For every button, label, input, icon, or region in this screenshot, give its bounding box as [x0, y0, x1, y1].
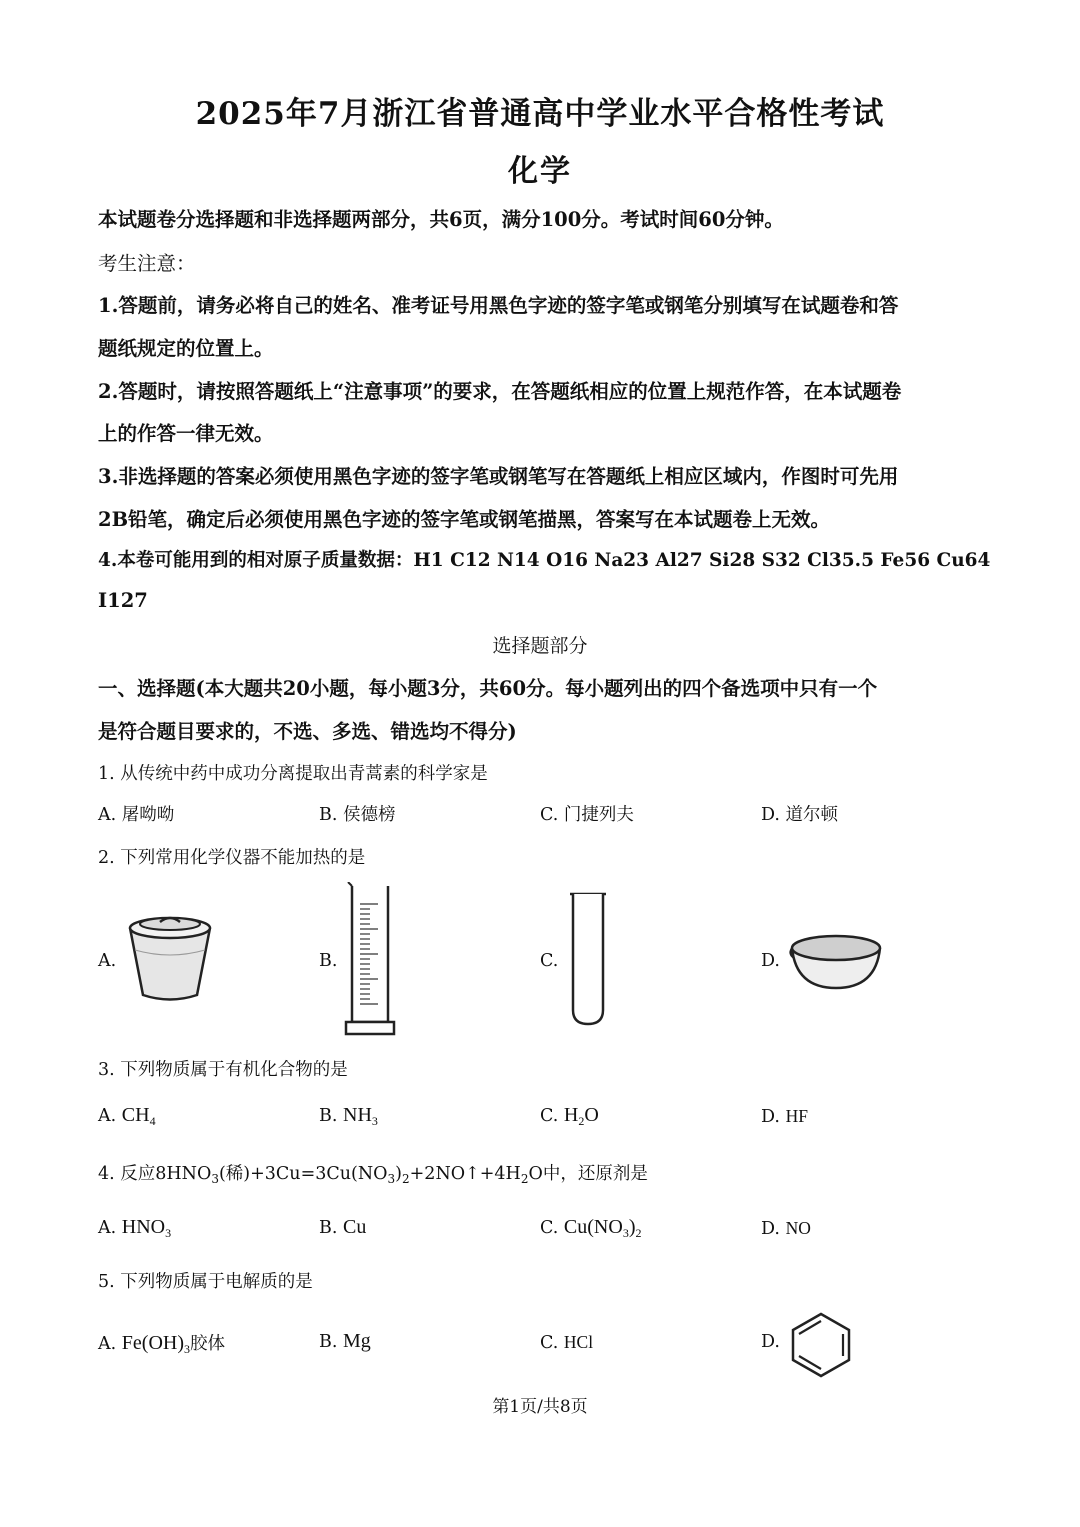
section-title: 选择题部分 [492, 635, 588, 657]
question-2-option-c: C. [540, 951, 559, 971]
question-1-option-a: A. 屠呦呦 [98, 805, 175, 825]
question-2-option-b: B. [319, 951, 338, 971]
evaporating-dish-icon [788, 930, 884, 992]
question-2-option-d: D. [761, 951, 780, 971]
question-1-option-d: D. 道尔顿 [761, 805, 839, 825]
notice-item-1-b: 题纸规定的位置上。 [98, 337, 274, 360]
graduated-cylinder-icon [344, 882, 396, 1036]
exam-title: 2025年7月浙江省普通高中学业水平合格性考试 [195, 96, 885, 132]
notice-item-2-b: 上的作答一律无效。 [98, 422, 274, 445]
notice-label: 考生注意： [98, 252, 196, 275]
question-4-option-d: D. NO [761, 1218, 811, 1239]
question-4-option-a: A. $HNO_3$ [98, 1216, 172, 1240]
question-4-option-c: C. $Cu(NO_3)_2$ [540, 1216, 642, 1240]
question-3-option-b: B. $NH_3$ [319, 1104, 378, 1128]
question-5-option-b: B. Mg [319, 1330, 371, 1352]
notice-item-3-a: 3.非选择题的答案必须使用黑色字迹的签字笔或钢笔写在答题纸上相应区域内，作图时可先用 [98, 465, 899, 488]
question-1-option-c: C. 门捷列夫 [540, 805, 634, 825]
question-3-option-a: A. $CH_4$ [98, 1104, 156, 1128]
intro-text: 本试题卷分选择题和非选择题两部分，共6页，满分100分。考试时间60分钟。 [98, 208, 784, 231]
notice-item-3-b: 2B铅笔，确定后必须使用黑色字迹的签字笔或钢笔描黑，答案写在本试题卷上无效。 [98, 508, 831, 531]
question-3-stem: 3. 下列物质属于有机化合物的是 [98, 1060, 348, 1080]
section-heading-b: 是符合题目要求的，不选、多选、错选均不得分) [98, 720, 517, 743]
page-footer: 第1页/共8页 [492, 1397, 588, 1417]
notice-item-4-b: I127 [98, 589, 148, 612]
question-2-option-a: A. [98, 951, 117, 971]
notice-item-4-a: 4.本卷可能用到的相对原子质量数据：H1 C12 N14 O16 Na23 Al27 Si28 S32 Cl35.5 Fe56 Cu64 [98, 550, 991, 571]
question-2-stem: 2. 下列常用化学仪器不能加热的是 [98, 848, 366, 868]
question-5-stem: 5. 下列物质属于电解质的是 [98, 1272, 313, 1292]
question-1-stem: 1. 从传统中药中成功分离提取出青蒿素的科学家是 [98, 764, 488, 784]
test-tube-icon [568, 890, 608, 1030]
question-5-option-c: C. HCl [540, 1332, 594, 1353]
question-3-option-d: D. HF [761, 1106, 808, 1127]
question-3-option-c: C. $H_2O$ [540, 1104, 599, 1128]
question-5-option-d: D. [761, 1332, 780, 1352]
question-4-stem: 4. 反应$8HNO_3$(稀)$+3Cu=3Cu(NO_3)_2+2NO↑+4H_2O$中，还原剂是 [98, 1164, 648, 1186]
question-5-option-a: A. $Fe(OH)_3$胶体 [98, 1332, 225, 1356]
notice-item-2-a: 2.答题时，请按照答题纸上“注意事项”的要求，在答题纸相应的位置上规范作答，在本试题卷 [98, 380, 902, 403]
question-1-option-b: B. 侯德榜 [319, 805, 396, 825]
benzene-icon [786, 1310, 856, 1380]
subject-title: 化学 [508, 154, 572, 189]
section-heading-a: 一、选择题(本大题共20小题，每小题3分，共60分。每小题列出的四个备选项中只有一个 [98, 677, 878, 700]
question-4-option-b: B. Cu [319, 1216, 367, 1238]
notice-item-1-a: 1.答题前，请务必将自己的姓名、准考证号用黑色字迹的签字笔或钢笔分别填写在试题卷和答 [98, 294, 899, 317]
crucible-icon [125, 910, 215, 1005]
